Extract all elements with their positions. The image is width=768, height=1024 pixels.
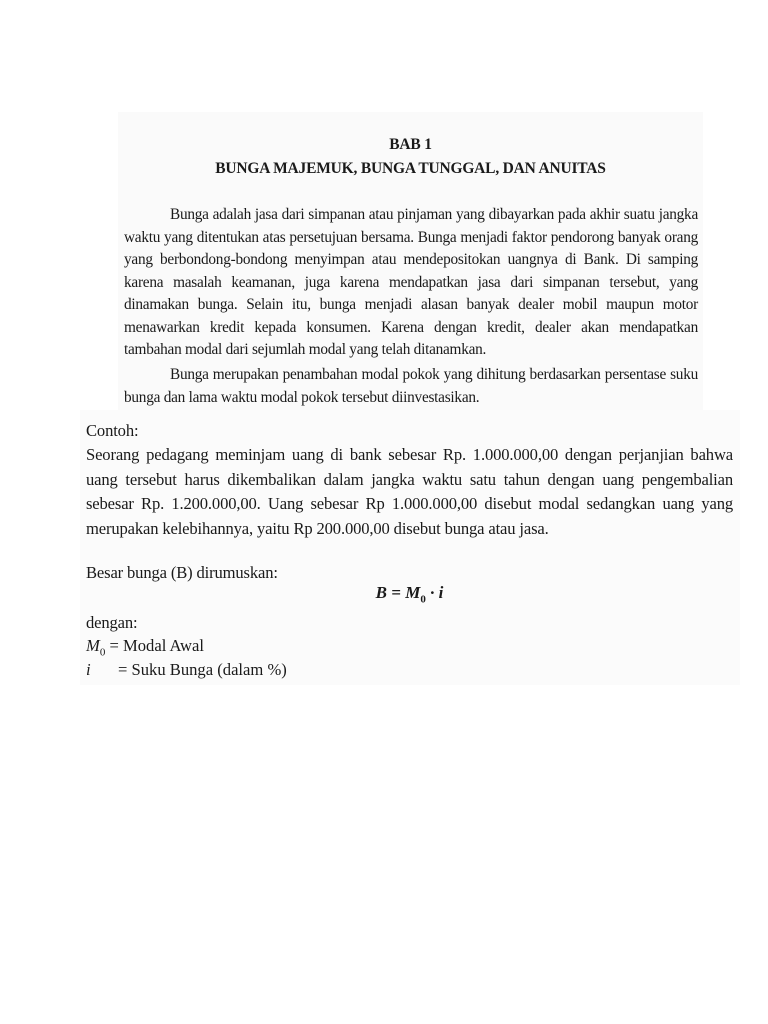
definition-item (86, 658, 287, 683)
formula-m: M (405, 583, 421, 602)
definition-text: = Suku Bunga (dalam %) (118, 660, 287, 679)
example-paragraph (86, 443, 733, 541)
formula-lhs: B (375, 583, 388, 602)
example-label: Contoh: (86, 421, 139, 440)
interest-formula (86, 583, 733, 605)
definition-symbol: M (86, 636, 100, 655)
formula-i: i (438, 583, 444, 602)
intro-paragraph-2-text: Bunga merupakan penambahan modal pokok yang dihitung berdasarkan persentase suku bunga dan lama waktu modal pokok tersebut diinvestasikan. (124, 366, 698, 406)
intro-paragraph-2 (124, 364, 698, 409)
definition-text: = Modal Awal (105, 636, 204, 655)
formula-dot: · (425, 583, 439, 602)
chapter-title: BUNGA MAJEMUK, BUNGA TUNGGAL, DAN ANUITAS (215, 160, 606, 177)
formula-equals: = (387, 583, 406, 602)
formula-intro: Besar bunga (B) dirumuskan: (86, 563, 278, 582)
formula-m-subscript: 0 (420, 593, 426, 606)
example-paragraph-text: Seorang pedagang meminjam uang di bank sebesar Rp. 1.000.000,00 dengan perjanjian bahwa uang tersebut harus dikembalikan dalam jangka waktu satu tahun dengan uang pengembalian sebesar Rp. 1.200.000,00. Uang sebesar Rp 1.000.000,00 disebut modal sedangkan uang yang merupakan kelebihannya, yaitu Rp 200.000,00 disebut bunga atau jasa. (86, 445, 733, 538)
definitions-label: dengan: (86, 613, 138, 632)
definition-symbol: i (86, 660, 91, 679)
intro-paragraph-1-text: Bunga adalah jasa dari simpanan atau pinjaman yang dibayarkan pada akhir suatu jangka waktu yang ditentukan atas persetujuan bersama. Bunga menjadi faktor pendorong banyak orang yang berbondong-bondong menyimpan atau mendepositokan uangnya di Bank. Di samping karena masalah keamanan, juga karena mendapatkan jasa dari simpanan tersebut, yang dinamakan bunga. Selain itu, bunga menjadi alasan banyak dealer mobil maupun motor menawarkan kredit kepada konsumen. Karena dengan kredit, dealer akan mendapatkan tambahan modal dari sejumlah modal yang telah ditanamkan. (124, 206, 698, 358)
definition-subscript: 0 (99, 646, 106, 659)
chapter-number: BAB 1 (389, 136, 432, 153)
intro-paragraph-1 (124, 204, 698, 362)
